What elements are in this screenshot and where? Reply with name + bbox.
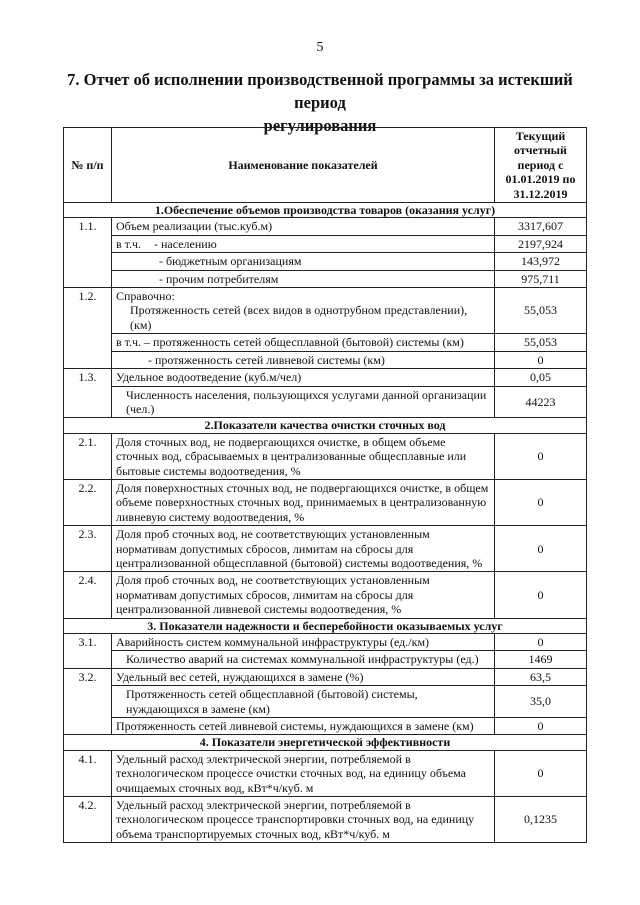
table-row [64,433,587,479]
section-row [64,418,587,433]
row-num: 3.1. [64,634,112,669]
row-name: Удельный расход электрической энергии, потребляемой в технологическом процессе очистки сточных вод, на единицу объема очищаемых сточных вод, кВт*ч/куб. м [112,750,495,796]
row-name: Доля сточных вод, не подвергающихся очистке, в общем объеме сточных вод, сбрасываемых в централизованные общесплавные или бытовые системы водоотведения, % [112,433,495,479]
row-num: 2.2. [64,479,112,525]
row-name: Протяженность сетей ливневой системы, нуждающихся в замене (км) [112,718,495,735]
row-value: 0 [495,479,587,525]
header-num: № п/п [64,128,112,203]
row-num: 4.2. [64,797,112,843]
row-name: в т.ч. – протяженность сетей общесплавной (бытовой) системы (км) [112,334,495,351]
row-value: 143,972 [495,253,587,270]
row-value: 0 [495,351,587,368]
table-row [64,369,587,386]
row-name [112,235,495,252]
section-row [64,618,587,633]
row-num: 2.3. [64,526,112,572]
row-num: 1.2. [64,288,112,369]
row-name: Удельный расход электрической энергии, потребляемой в технологическом процессе транспортировки сточных вод, на единицу объема транспортируемых сточных вод, кВт*ч/куб. м [112,797,495,843]
row-value: 3317,607 [495,218,587,235]
row-name: Доля проб сточных вод, не соответствующих установленным нормативам допустимых сбросов, лимитам на сбросы для централизованной общесплавной (бытовой) системы водоотведения, % [112,526,495,572]
row-name: Доля поверхностных сточных вод, не подвергающихся очистке, в общем объеме поверхностных сточных вод, принимаемых в централизованную ливневую систему водоотведения, % [112,479,495,525]
header-value: Текущий отчетный период с 01.01.2019 по 31.12.2019 [495,128,587,203]
table-row [64,479,587,525]
row-value: 0 [495,433,587,479]
row-name-heading: Справочно: [116,289,175,304]
table-row [64,668,587,685]
row-num: 2.4. [64,572,112,618]
row-name: Аварийность систем коммунальной инфраструктуры (ед./км) [112,634,495,651]
row-value: 63,5 [495,668,587,685]
row-num: 1.1. [64,218,112,288]
row-name: Численность населения, пользующихся услугами данной организации (чел.) [112,386,495,418]
row-name: Доля проб сточных вод, не соответствующих установленным нормативам допустимых сбросов, лимитам на сбросы для централизованной ливневой системы водоотведения, % [112,572,495,618]
section-row [64,203,587,218]
table-row [64,634,587,651]
row-name: - прочим потребителям [112,270,495,287]
section-title: 4. Показатели энергетической эффективности [64,735,587,750]
row-value: 0 [495,526,587,572]
row-num: 4.1. [64,750,112,796]
table-row [64,351,587,368]
table-header-row [64,128,587,203]
header-name: Наименование показателей [112,128,495,203]
row-value: 975,711 [495,270,587,287]
table-row [64,288,587,334]
row-value: 0 [495,750,587,796]
row-name: - бюджетным организациям [112,253,495,270]
section-title: 2.Показатели качества очистки сточных вод [64,418,587,433]
row-name: Удельное водоотведение (куб.м/чел) [112,369,495,386]
row-name-sub: Протяженность сетей (всех видов в однотрубном представлении), (км) [130,303,468,332]
table-row [64,235,587,252]
table-row [64,526,587,572]
row-name-text: - населению [154,236,217,251]
row-value: 1469 [495,651,587,668]
table-row [64,651,587,668]
row-prefix: в т.ч. [116,236,142,251]
table-row [64,334,587,351]
section-title: 3. Показатели надежности и бесперебойности оказываемых услуг [64,618,587,633]
row-value: 44223 [495,386,587,418]
table-row [64,253,587,270]
row-name: - протяженность сетей ливневой системы (км) [112,351,495,368]
row-value: 35,0 [495,686,587,718]
table-row [64,797,587,843]
row-value: 55,053 [495,288,587,334]
row-value: 0,05 [495,369,587,386]
table-row [64,686,587,718]
row-num: 3.2. [64,668,112,735]
row-name: Удельный вес сетей, нуждающихся в замене (%) [112,668,495,685]
row-value: 55,053 [495,334,587,351]
title-line-2: регулирования [263,116,377,135]
row-name: Количество аварий на системах коммунальной инфраструктуры (ед.) [112,651,495,668]
row-num: 1.3. [64,369,112,418]
table-row [64,572,587,618]
row-value: 0,1235 [495,797,587,843]
row-value: 0 [495,572,587,618]
row-value: 0 [495,718,587,735]
row-name [112,288,495,334]
section-title: 1.Обеспечение объемов производства товаров (оказания услуг) [64,203,587,218]
table-row [64,218,587,235]
report-table [63,127,587,843]
table-row [64,386,587,418]
table-row [64,718,587,735]
row-name: Объем реализации (тыс.куб.м) [112,218,495,235]
table-row [64,270,587,287]
row-value: 0 [495,634,587,651]
table-row [64,750,587,796]
section-row [64,735,587,750]
page-number: 5 [316,40,324,55]
row-value: 2197,924 [495,235,587,252]
title-line-1: 7. Отчет об исполнении производственной программы за истекший период [67,70,573,112]
row-name: Протяженность сетей общесплавной (бытовой) системы, нуждающихся в замене (км) [112,686,495,718]
row-num: 2.1. [64,433,112,479]
